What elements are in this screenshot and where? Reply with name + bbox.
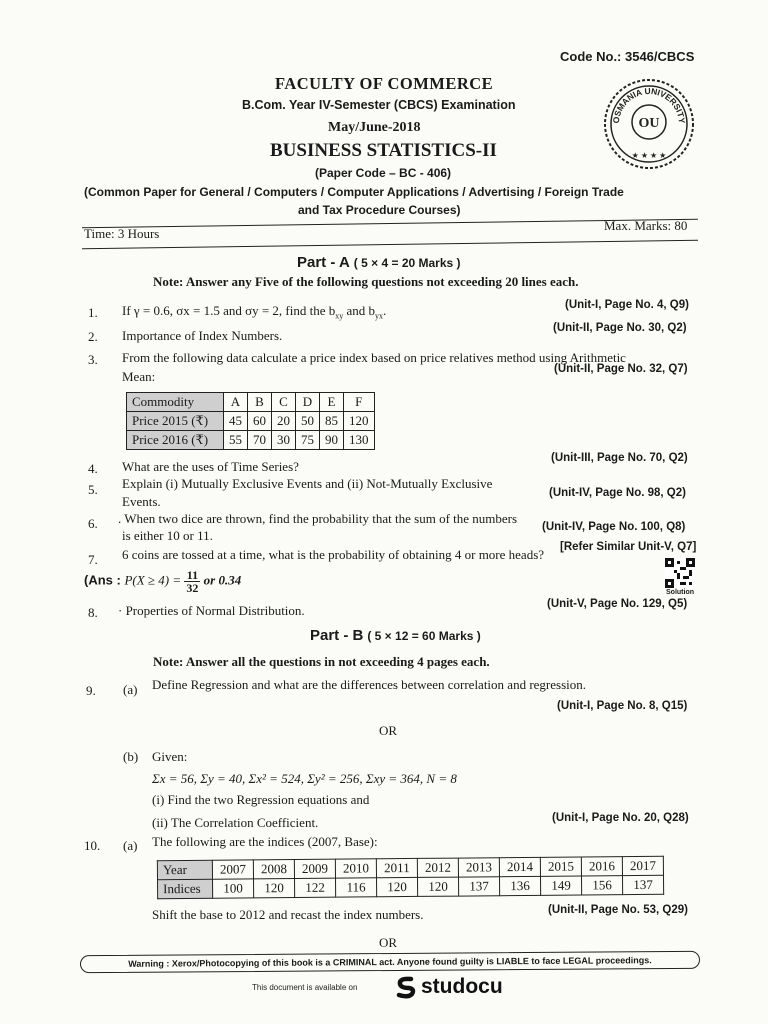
studocu-icon <box>393 974 419 1000</box>
table-cell: Price 2015 (₹) <box>127 412 224 431</box>
q7-number: 7. <box>88 552 98 567</box>
q3-number: 3. <box>88 352 98 367</box>
table-cell: 120 <box>417 877 458 896</box>
index-table <box>157 856 664 899</box>
time-allowed: Time: 3 Hours <box>84 226 160 241</box>
q5-number: 5. <box>88 482 98 497</box>
q5-text-line-2: Events. <box>122 494 161 509</box>
q6-reference: (Unit-IV, Page No. 100, Q8) <box>542 521 686 533</box>
q2-text: Importance of Index Numbers. <box>122 328 283 343</box>
warning-box <box>80 951 700 973</box>
table-cell: 20 <box>272 412 296 431</box>
table-cell: 45 <box>224 412 248 431</box>
table-cell: 85 <box>320 412 344 431</box>
q2-reference: (Unit-II, Page No. 30, Q2) <box>553 322 687 334</box>
exam-session: May/June-2018 <box>328 120 421 135</box>
table-cell: A <box>224 393 248 412</box>
q4-text: What are the uses of Time Series? <box>122 459 299 474</box>
qr-label: Solution <box>666 589 694 596</box>
q8-number: 8. <box>88 605 98 620</box>
q10a-label: (a) <box>123 838 138 853</box>
paper-code: (Paper Code – BC - 406) <box>315 166 452 180</box>
q9-or: OR <box>379 723 398 738</box>
table-cell: 136 <box>499 876 540 895</box>
table-cell: 100 <box>213 879 254 898</box>
q8-reference: (Unit-V, Page No. 129, Q5) <box>547 598 688 610</box>
q3-text-line-1: From the following data calculate a price index based on price relatives method using Arithmetic <box>122 350 626 365</box>
qr-code-icon <box>665 558 695 588</box>
svg-text:★ ★ ★ ★: ★ ★ ★ ★ <box>631 151 667 160</box>
table-cell: 50 <box>296 412 320 431</box>
q9a-reference: (Unit-I, Page No. 8, Q15) <box>557 700 688 712</box>
table-cell: 2015 <box>540 857 581 876</box>
part-a-note: Note: Answer any Five of the following questions not exceeding 20 lines each. <box>153 274 579 289</box>
common-paper-line-2: and Tax Procedure Courses) <box>298 203 461 217</box>
solution-qr[interactable] <box>665 558 695 588</box>
q1-text: If γ = 0.6, σx = 1.5 and σy = 2, find the $b_{xy}$ and $b_{yx}$. <box>122 303 387 321</box>
q3-reference: (Unit-II, Page No. 32, Q7) <box>554 363 688 375</box>
table-cell: Commodity <box>127 393 224 412</box>
q1-reference: (Unit-I, Page No. 4, Q9) <box>565 299 689 311</box>
table-cell: 2011 <box>376 858 417 877</box>
q7-text: 6 coins are tossed at a time, what is the probability of obtaining 4 or more heads? <box>122 547 545 562</box>
q9a-text: Define Regression and what are the differences between correlation and regression. <box>152 677 586 692</box>
table-cell: 149 <box>540 876 581 895</box>
q7-answer: (Ans : P(X ≥ 4) = $\frac{11}{32}$ or 0.34 <box>84 568 242 595</box>
q3-text-line-2: Mean: <box>122 369 156 384</box>
table-cell: 156 <box>581 876 622 895</box>
table-row <box>127 431 375 450</box>
table-row <box>127 393 375 412</box>
code-number: Code No.: 3546/CBCS <box>560 49 695 64</box>
q5-text-line-1: Explain (i) Mutually Exclusive Events and (ii) Not-Mutually Exclusive <box>122 476 493 491</box>
table-cell: 2008 <box>253 860 294 879</box>
table-row <box>127 412 375 431</box>
q2-number: 2. <box>88 329 98 344</box>
table-cell: C <box>272 393 296 412</box>
q9b-part-ii: (ii) The Correlation Coefficient. <box>152 815 319 830</box>
table-cell: 2009 <box>294 859 335 878</box>
availability-text: This document is available on <box>252 983 358 992</box>
q6-number: 6. <box>88 516 98 531</box>
table-cell: 2016 <box>581 857 622 876</box>
studocu-wordmark: studocu <box>421 975 503 998</box>
seal-icon <box>603 78 695 170</box>
q9b-given: Given: <box>152 749 188 764</box>
q9b-label: (b) <box>123 749 139 764</box>
table-cell: 70 <box>248 431 272 450</box>
table-cell: Indices <box>158 879 213 898</box>
table-cell: D <box>296 393 320 412</box>
table-cell: 130 <box>344 431 375 450</box>
price-table <box>126 392 375 450</box>
table-cell: 2007 <box>212 860 253 879</box>
q8-text: · Properties of Normal Distribution. <box>118 603 305 618</box>
table-cell: E <box>320 393 344 412</box>
table-cell: 137 <box>622 875 663 894</box>
header-divider-bottom <box>82 240 698 250</box>
table-cell: F <box>344 393 375 412</box>
q4-number: 4. <box>88 461 98 476</box>
table-cell: Year <box>157 860 212 879</box>
table-cell: 30 <box>272 431 296 450</box>
q10a-text: The following are the indices (2007, Base): <box>152 834 378 849</box>
table-cell: 90 <box>320 431 344 450</box>
table-cell: 2012 <box>417 858 458 877</box>
q9b-reference: (Unit-I, Page No. 20, Q28) <box>552 812 689 824</box>
seal-abbreviation: OU <box>638 116 660 131</box>
studocu-logo[interactable] <box>393 974 503 1000</box>
q10-reference: (Unit-II, Page No. 53, Q29) <box>548 904 688 916</box>
table-cell: 55 <box>224 431 248 450</box>
subject-title: BUSINESS STATISTICS-II <box>270 140 497 161</box>
part-a-heading: Part - A ( 5 × 4 = 20 Marks ) <box>297 254 461 271</box>
table-cell: 60 <box>248 412 272 431</box>
exam-name: B.Com. Year IV-Semester (CBCS) Examination <box>242 98 516 112</box>
table-cell: Price 2016 (₹) <box>127 431 224 450</box>
q9a-label: (a) <box>123 682 138 697</box>
table-cell: 2017 <box>622 856 663 875</box>
common-paper-line-1: (Common Paper for General / Computers / Computer Applications / Advertising / Foreign Trade <box>84 185 624 199</box>
q10-or: OR <box>379 935 398 950</box>
faculty-title: FACULTY OF COMMERCE <box>275 74 494 93</box>
part-b-note: Note: Answer all the questions in not exceeding 4 pages each. <box>153 654 490 669</box>
table-cell: 122 <box>295 878 336 897</box>
q7-reference: [Refer Similar Unit-V, Q7] <box>560 541 697 553</box>
university-seal <box>603 78 695 170</box>
warning-text: Warning : Xerox/Photocopying of this book is a CRIMINAL act. Anyone found guilty is LIABLE to face LEGAL proceedings. <box>128 955 652 969</box>
q9b-data: Σx = 56, Σy = 40, Σx² = 524, Σy² = 256, Σxy = 364, N = 8 <box>152 771 457 786</box>
table-cell: 2010 <box>335 859 376 878</box>
q9-number: 9. <box>86 683 96 698</box>
max-marks: Max. Marks: 80 <box>604 218 688 233</box>
q6-text-line-1: . When two dice are thrown, find the probability that the sum of the numbers <box>118 511 518 526</box>
table-cell: 120 <box>344 412 375 431</box>
table-cell: 116 <box>336 878 377 897</box>
q4-reference: (Unit-III, Page No. 70, Q2) <box>551 452 688 464</box>
table-cell: 2013 <box>458 858 499 877</box>
q10-number: 10. <box>84 838 101 853</box>
table-cell: 2014 <box>499 857 540 876</box>
table-cell: 120 <box>377 877 418 896</box>
q1-number: 1. <box>88 305 98 320</box>
q10-shift-instruction: Shift the base to 2012 and recast the index numbers. <box>152 907 424 922</box>
table-cell: 120 <box>254 879 295 898</box>
table-cell: 137 <box>458 877 499 896</box>
part-b-heading: Part - B ( 5 × 12 = 60 Marks ) <box>310 627 481 644</box>
table-cell: 75 <box>296 431 320 450</box>
q5-reference: (Unit-IV, Page No. 98, Q2) <box>549 487 686 499</box>
seal-arc-text: OSMANIA UNIVERSITY <box>610 85 688 124</box>
q6-text-line-2: is either 10 or 11. <box>122 528 213 543</box>
table-cell: B <box>248 393 272 412</box>
q9b-part-i: (i) Find the two Regression equations and <box>152 792 370 807</box>
table-row <box>158 875 664 898</box>
